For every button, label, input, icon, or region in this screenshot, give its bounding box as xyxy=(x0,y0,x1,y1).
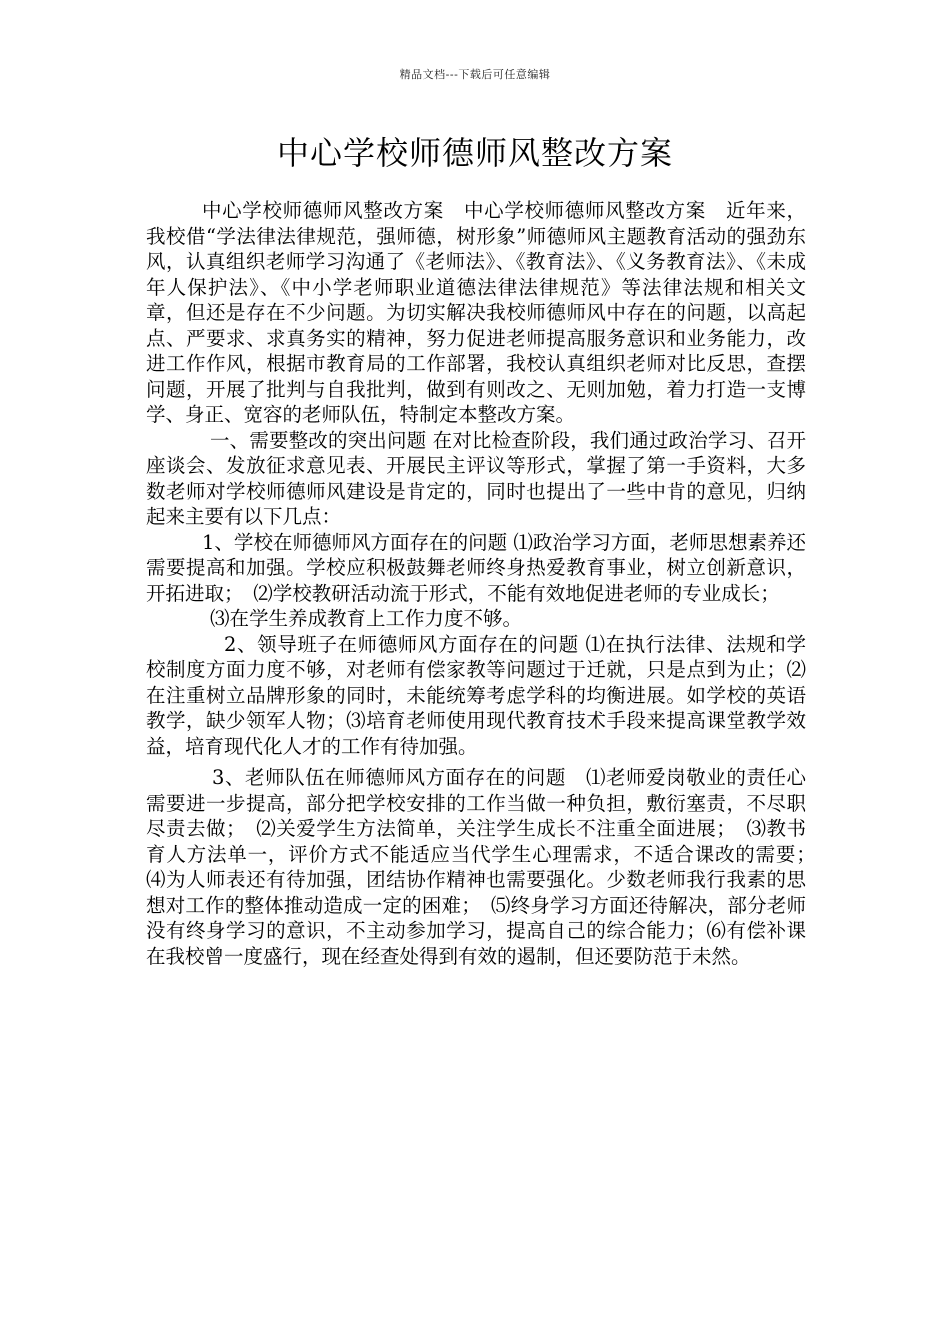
intro-paragraph: 中心学校师德师风整改方案 中心学校师德师风整改方案 近年来，我校借“学法律法律规范，强师德，树形象”师德师风主题教育活动的强劲东风，认真组织老师学习沟通了《老师法》、《教育法》、《义务教育法》、《未成年人保护法》、《中小学老师职业道德法律法律规范》等法律法规和相关文章，但还是存在不少问题。为切实解决我校师德师风中存在的问题，以高起点、严要求、求真务实的精神，努力促进老师提高服务意识和业务能力，改进工作作风，根据市教育局的工作部署，我校认真组织老师对比反思，查摆问题，开展了批判与自我批判，做到有则改之、无则加勉，着力打造一支博学、身正、宽容的老师队伍，特制定本整改方案。 xyxy=(146,199,806,426)
header-note: 精品文档---下载后可任意编辑 xyxy=(399,68,551,81)
item-two-paragraph: 2、领导班子在师德师风方面存在的问题 ⑴在执行法律、法规和学校制度方面力度不够，对老师有偿家教等问题过于迁就，只是点到为止；⑵在注重树立品牌形象的同时，未能统筹考虑学科的均衡进展。如学校的英语教学，缺少领军人物；⑶培育老师使用现代教育技术手段来提高课堂教学效益，培育现代化人才的工作有待加强。 xyxy=(146,632,806,758)
document-title: 中心学校师德师风整改方案 xyxy=(276,134,673,172)
document-body xyxy=(146,198,826,969)
item-one-sub-three: ⑶在学生养成教育上工作力度不够。 xyxy=(210,607,523,630)
section-one-paragraph: 一、需要整改的突出问题 在对比检查阶段，我们通过政治学习、召开座谈会、发放征求意见表、开展民主评议等形式，掌握了第一手资料，大多数老师对学校师德师风建设是肯定的，同时也提出了一些中肯的意见，归纳起来主要有以下几点： xyxy=(146,428,806,528)
item-one-paragraph: 1、学校在师德师风方面存在的问题 ⑴政治学习方面，老师思想素养还需要提高和加强。学校应积极鼓舞老师终身热爱教育事业，树立创新意识，开拓进取； ⑵学校教研活动流于形式，不能有效地促进老师的专业成长； xyxy=(146,530,806,605)
item-three-paragraph: 3、老师队伍在师德师风方面存在的问题 ⑴老师爱岗敬业的责任心需要进一步提高，部分把学校安排的工作当做一种负担，敷衍塞责，不尽职尽责去做； ⑵关爱学生方法简单，关注学生成长不注重全面进展； ⑶教书育人方法单一，评价方式不能适应当代学生心理需求，不适合课改的需要； ⑷为人师表还有待加强，团结协作精神也需要强化。少数老师我行我素的思想对工作的整体推动造成一定的困难； ⑸终身学习方面还待解决，部分老师没有终身学习的意识，不主动参加学习，提高自己的综合能力；⑹有偿补课在我校曾一度盛行，现在经查处得到有效的遏制，但还要防范于未然。 xyxy=(146,766,826,968)
